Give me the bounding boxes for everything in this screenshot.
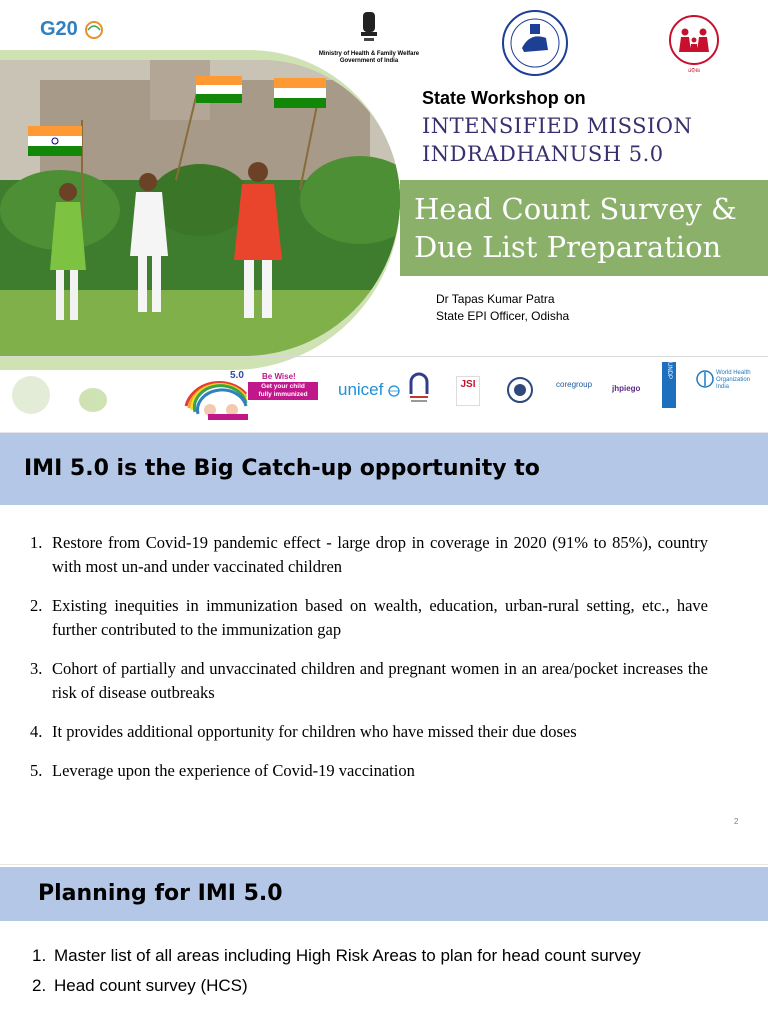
list-item: 3. Cohort of partially and unvaccinated children and pregnant women in an area/pocket increases the risk of disease outbreaks: [30, 659, 708, 702]
be-wise-text: Be Wise!: [262, 372, 296, 381]
immunize-banner-line2: fully immunized: [258, 391, 308, 398]
who-logo-text: [716, 370, 756, 391]
mohfw-logo: [318, 10, 420, 65]
presenter-info: [436, 291, 569, 325]
list-item: 4. It provides additional opportunity for children who have missed their due doses: [30, 722, 577, 741]
immunize-banner-line1: Get your child: [261, 383, 305, 390]
lotus-globe-icon: [84, 20, 104, 40]
unicef-logo-text: unicef: [338, 380, 384, 399]
mission-title-line2: INDRADHANUSH 5.0: [422, 142, 664, 166]
undp-logo-text: UNDP: [666, 362, 672, 380]
mohfw-line2: Government of India: [339, 58, 399, 64]
imi-badge-number: 5.0: [230, 370, 244, 381]
slide-heading: Planning for IMI 5.0: [38, 881, 283, 906]
partner-seal-icon: [504, 374, 536, 406]
national-emblem-icon: [360, 10, 378, 44]
immunize-banner: [248, 382, 318, 400]
unicef-logo: [338, 380, 400, 400]
planning-slide: [0, 864, 768, 1025]
nhm-family-icon: [657, 10, 731, 78]
list-item: 1. Master list of all areas including High Risk Areas to plan for head count survey: [32, 946, 641, 965]
coregroup-logo: coregroup: [556, 380, 593, 389]
undp-logo: [662, 362, 676, 408]
catch-up-list: [30, 531, 708, 798]
mohfw-line1: Ministry of Health & Family Welfare: [318, 51, 420, 57]
g20-logo: [40, 18, 78, 41]
presenter-name: Dr Tapas Kumar Patra: [436, 292, 555, 306]
children-running-illustration: [0, 60, 400, 356]
list-item: 2. Existing inequities in immunization based on wealth, education, urban-rural setting, etc., have further contributed to the immunization gap: [30, 596, 708, 639]
topic-title-line2: Due List Preparation: [414, 230, 722, 264]
odisha-govt-seal: [502, 10, 568, 76]
presenter-role: State EPI Officer, Odisha: [436, 309, 570, 323]
mission-title: [422, 112, 692, 168]
who-line2: Organization: [716, 377, 751, 383]
page-number: 2: [734, 817, 739, 826]
globe-icon: [388, 385, 400, 397]
jhpiego-logo: jhpiego: [612, 384, 641, 393]
workshop-label: State Workshop on: [422, 88, 586, 108]
decorative-circle: [79, 388, 107, 412]
arch-logo-icon: [408, 372, 430, 406]
list-item: 1. Restore from Covid-19 pandemic effect - large drop in coverage in 2020 (91% to 85%), country with most un-and under vaccinated children: [30, 533, 708, 576]
title-slide: [0, 0, 768, 432]
list-item: 5. Leverage upon the experience of Covid-19 vaccination: [30, 761, 415, 780]
nhm-logo: [657, 10, 731, 78]
logo-strip-divider: [0, 356, 768, 357]
children-with-flags-photo: [0, 60, 400, 356]
svg-text:ଓଡ଼ିଶା: ଓଡ଼ିଶା: [687, 68, 701, 74]
catch-up-slide: [0, 432, 768, 865]
decorative-circle: [12, 376, 50, 414]
jsi-logo-text: JSI: [460, 379, 476, 390]
slide-heading: IMI 5.0 is the Big Catch-up opportunity to: [24, 456, 540, 481]
who-line1: World Health: [716, 370, 751, 376]
topic-title: [414, 190, 764, 266]
odisha-seal-icon: [504, 12, 566, 74]
g20-logo-text: G20: [40, 18, 78, 40]
list-item: 2. Head count survey (HCS): [32, 976, 248, 995]
topic-title-line1: Head Count Survey &: [414, 192, 737, 226]
who-logo: [696, 370, 751, 393]
who-emblem-icon: [696, 370, 714, 388]
mission-title-line1: INTENSIFIED MISSION: [422, 114, 693, 138]
jsi-logo: [456, 376, 480, 406]
planning-list: [32, 941, 688, 1001]
who-line3: India: [716, 384, 730, 390]
